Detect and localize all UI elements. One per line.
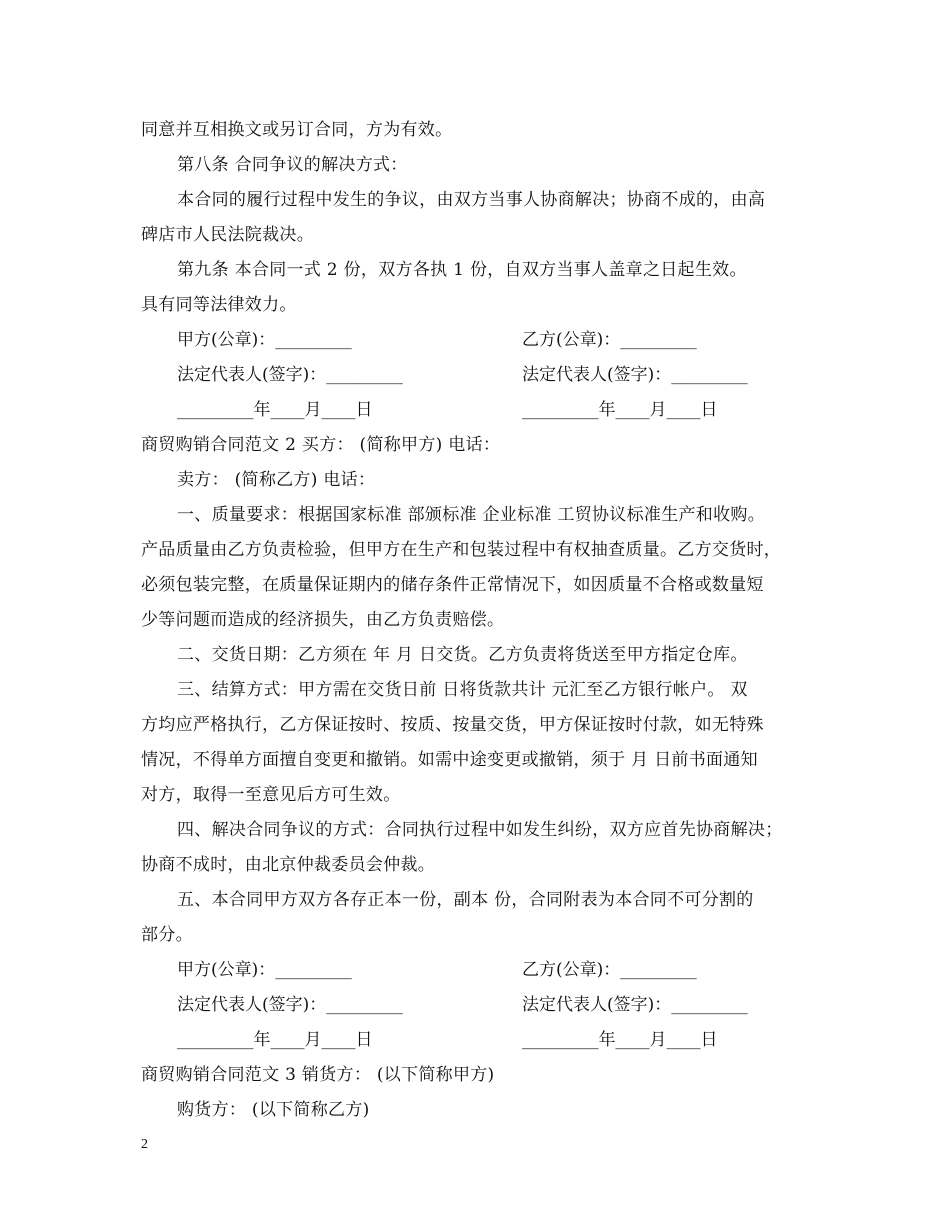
paragraph-line: 碑店市人民法院裁决。 [141,225,314,245]
date-b-field: _________年____月____日 [522,400,718,420]
article-8-heading: 第八条 合同争议的解决方式： [177,155,408,175]
paragraph-line: 部分。 [141,925,193,945]
paragraph-line: 对方，取得一至意见后方可生效。 [141,785,401,805]
date-a-field: _________年____月____日 [177,1030,373,1050]
contract-2-heading: 商贸购销合同范文 2 买方： (简称甲方) 电话： [141,435,501,455]
contract-3-heading: 商贸购销合同范文 3 销货方： (以下简称甲方) [141,1065,495,1085]
legal-rep-b-field: 法定代表人(签字)：_________ [522,995,748,1015]
seller-line: 卖方： (简称乙方) 电话： [177,470,376,490]
paragraph-line: 具有同等法律效力。 [141,295,297,315]
paragraph-line: 少等问题而造成的经济损失，由乙方负责赔偿。 [141,610,505,630]
paragraph-line: 本合同的履行过程中发生的争议，由双方当事人协商解决；协商不成的，由高 [177,190,766,210]
clause-2-line: 二、交货日期：乙方须在 年 月 日交货。乙方负责将货送至甲方指定仓库。 [177,645,748,665]
clause-4-line: 四、解决合同争议的方式：合同执行过程中如发生纠纷，双方应首先协商解决； [177,820,783,840]
legal-rep-b-field: 法定代表人(签字)：_________ [522,365,748,385]
paragraph-line: 协商不成时，由北京仲裁委员会仲裁。 [141,855,436,875]
buyer-line: 购货方： (以下简称乙方) [177,1100,370,1120]
legal-rep-a-field: 法定代表人(签字)：_________ [177,365,403,385]
paragraph-line: 同意并互相换文或另订合同，方为有效。 [141,120,453,140]
legal-rep-a-field: 法定代表人(签字)：_________ [177,995,403,1015]
party-b-seal-field: 乙方(公章)：_________ [522,960,697,980]
clause-3-line: 三、结算方式：甲方需在交货日前 日将货款共计 元汇至乙方银行帐户。 双 [177,680,748,700]
paragraph-line: 必须包装完整，在质量保证期内的储存条件正常情况下，如因质量不合格或数量短 [141,575,764,595]
paragraph-line: 产品质量由乙方负责检验，但甲方在生产和包装过程中有权抽查质量。乙方交货时， [141,540,782,560]
article-9-line: 第九条 本合同一式 2 份，双方各执 1 份，自双方当事人盖章之日起生效。 [177,260,747,280]
clause-5-line: 五、本合同甲方双方各存正本一份，副本 份，合同附表为本合同不可分割的 [177,890,754,910]
date-a-field: _________年____月____日 [177,400,373,420]
party-b-seal-field: 乙方(公章)：_________ [522,330,697,350]
clause-1-line: 一、质量要求：根据国家标准 部颁标准 企业标准 工贸协议标准生产和收购。 [177,505,766,525]
party-a-seal-field: 甲方(公章)：_________ [177,960,352,980]
page-number: 2 [141,1137,148,1152]
paragraph-line: 情况，不得单方面擅自变更和撤销。如需中途变更或撤销，须于 月 日前书面通知 [141,750,758,770]
party-a-seal-field: 甲方(公章)：_________ [177,330,352,350]
date-b-field: _________年____月____日 [522,1030,718,1050]
paragraph-line: 方均应严格执行，乙方保证按时、按质、按量交货，甲方保证按时付款，如无特殊 [141,715,764,735]
